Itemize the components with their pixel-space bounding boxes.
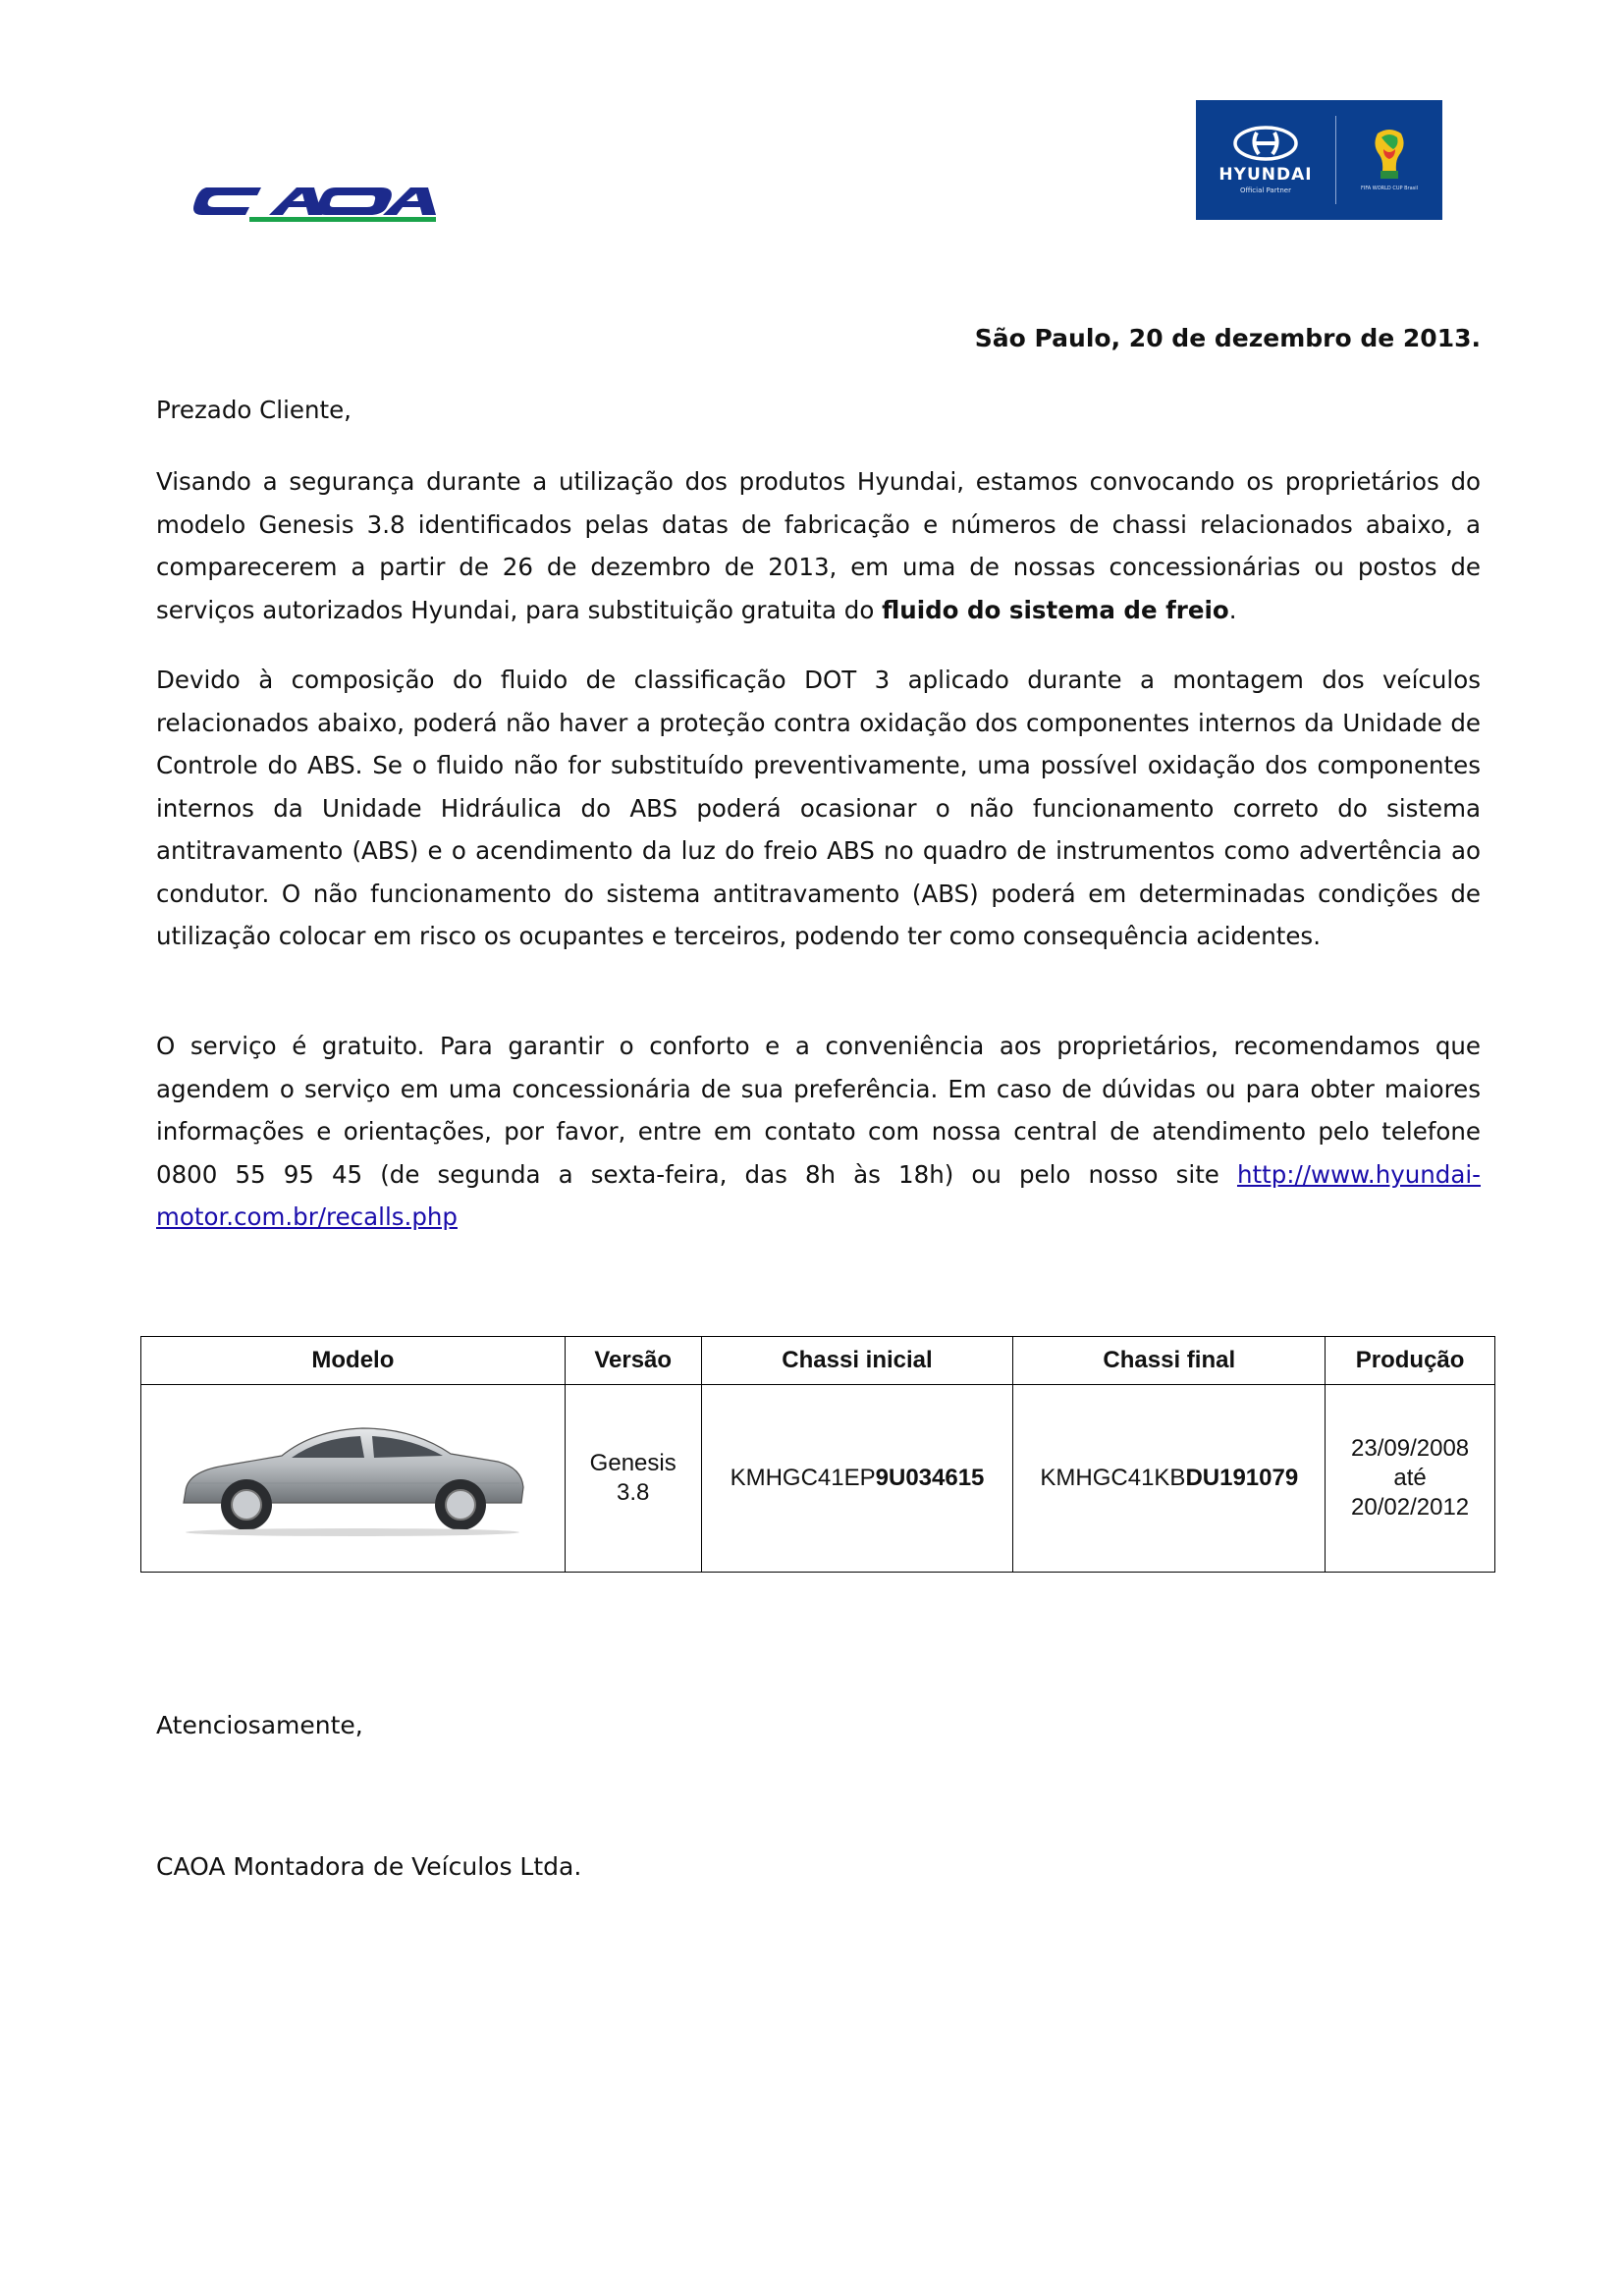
caoa-logo [189,180,438,225]
hyundai-wordmark: HYUNDAI [1218,165,1313,185]
world-cup-label: FIFA WORLD CUP Brasil [1360,186,1419,191]
paragraph-recall-intro-text: Visando a segurança durante a utilização dos produtos Hyundai, estamos convocando os proprietários do modelo Genesis 3.8 identificados pelas datas de fabricação e números de chassi relacionados abaixo, a comparecerem a partir de 26 de dezembro de 2013, em uma de nossas concessionárias ou postos de serviços autorizados Hyundai, para substituição gratuita do [156,467,1481,624]
producao-until: até [1393,1465,1427,1491]
header-chassi-final: Chassi final [1013,1337,1326,1385]
hyundai-fifa-logo [1196,100,1442,220]
chassi-final-cell [1013,1385,1326,1573]
header-versao: Versão [565,1337,701,1385]
producao-start: 23/09/2008 [1351,1435,1470,1462]
table-row [141,1385,1495,1573]
header-producao: Produção [1326,1337,1495,1385]
recall-vehicle-table [140,1336,1495,1573]
recalls-site-link[interactable]: http://www.hyundai-motor.com.br/recalls.php [156,1159,1481,1231]
paragraph-service-info [156,1025,1481,1239]
official-partner-label: Official Partner [1240,187,1291,194]
genesis-car-image [166,1411,539,1538]
header-chassi-inicial: Chassi inicial [701,1337,1013,1385]
hyundai-brand-block [1196,100,1335,220]
paragraph-service-info-text: O serviço é gratuito. Para garantir o conforto e a conveniência aos proprietários, recomendamos que agendem o serviço em uma concessionária de sua preferência. Em caso de dúvidas ou para obter maiores informações e orientações, por favor, entre em contato com nossa central de atendimento pelo telefone 0800 55 95 45 (de segunda a sexta-feira, das 8h às 18h) ou pelo nosso site [156,1032,1481,1189]
signature: CAOA Montadora de Veículos Ltda. [156,1852,582,1881]
versao-model: Genesis [589,1450,677,1476]
world-cup-block [1336,100,1442,220]
chassi-final-serial: DU191079 [1185,1465,1299,1491]
letter-date: São Paulo, 20 de dezembro de 2013. [974,324,1481,352]
world-cup-trophy-icon [1370,128,1409,183]
table-header-row [141,1337,1495,1385]
chassi-inicial-serial: 9U034615 [875,1465,985,1491]
producao-cell [1326,1385,1495,1573]
chassi-inicial-prefix: KMHGC41EP [730,1465,876,1491]
header-modelo: Modelo [141,1337,566,1385]
versao-cell [565,1385,701,1573]
hyundai-emblem-icon [1233,126,1298,161]
salutation: Prezado Cliente, [156,396,352,424]
versao-engine: 3.8 [617,1479,650,1506]
closing-phrase: Atenciosamente, [156,1711,363,1739]
chassi-inicial-cell [701,1385,1013,1573]
producao-end: 20/02/2012 [1351,1494,1470,1521]
modelo-cell [141,1385,566,1573]
chassi-final-prefix: KMHGC41KB [1040,1465,1186,1491]
paragraph-recall-intro [156,460,1481,631]
brake-fluid-emphasis: fluido do sistema de freio [882,595,1229,624]
paragraph-abs-risk: Devido à composição do fluido de classificação DOT 3 aplicado durante a montagem dos veículos relacionados abaixo, poderá não haver a proteção contra oxidação dos componentes internos da Unidade de Controle do ABS. Se o fluido não for substituído preventivamente, uma possível oxidação dos componentes internos da Unidade Hidráulica do ABS poderá ocasionar o não funcionamento correto do sistema antitravamento (ABS) e o acendimento da luz do freio ABS no quadro de instrumentos como advertência ao condutor. O não funcionamento do sistema antitravamento (ABS) poderá em determinadas condições de utilização colocar em risco os ocupantes e terceiros, podendo ter como consequência acidentes. [156,666,1481,950]
paragraph-recall-intro-end: . [1228,595,1237,624]
